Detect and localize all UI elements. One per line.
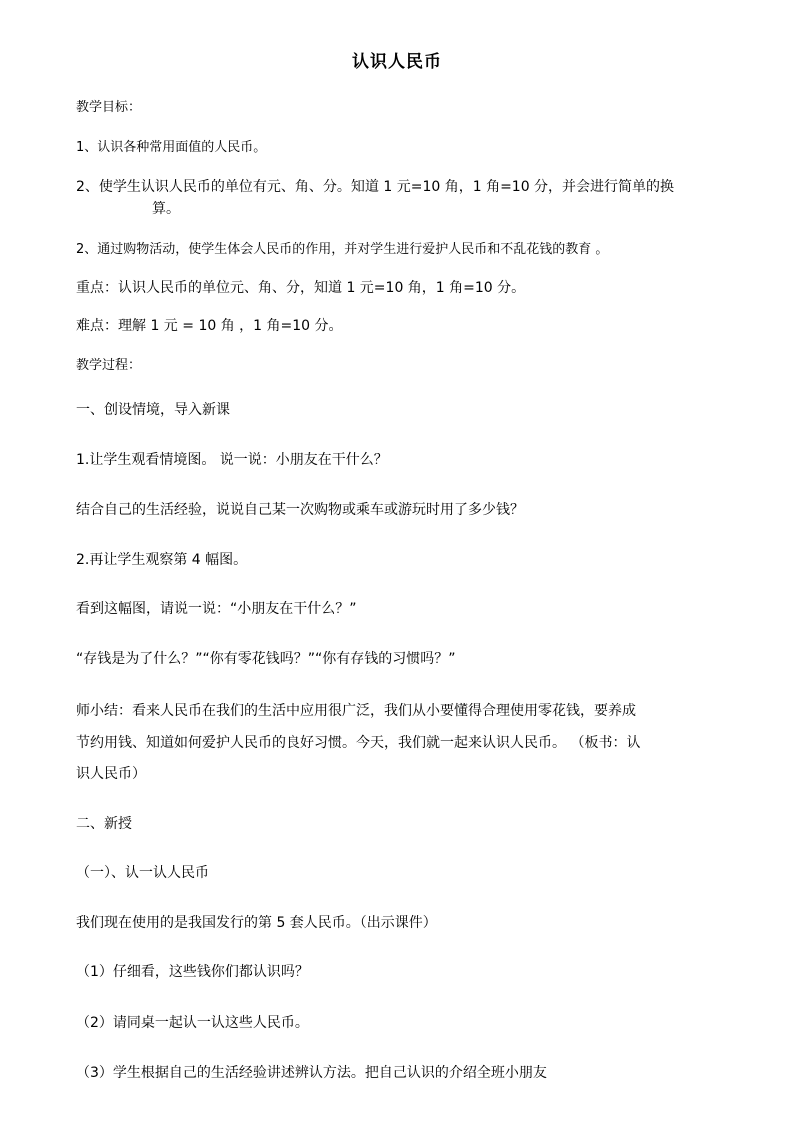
- objective-2: 2、使学生认识人民币的单位有元、角、分。知道 1 元=10 角，1 角=10 分，并会进行简单的换: [76, 179, 675, 195]
- question-2: （2）请同桌一起认一认这些人民币。: [76, 1015, 309, 1031]
- objectives-heading: 教学目标：: [76, 100, 142, 115]
- document-title: 认识人民币: [352, 52, 442, 72]
- process-heading: 教学过程：: [76, 358, 142, 373]
- subsection-1-line-1: 我们现在使用的是我国发行的第 5 套人民币。（出示课件）: [76, 915, 437, 931]
- section-1-heading: 一、创设情境，导入新课: [76, 402, 230, 418]
- section-1-line-1: 1.让学生观看情境图。 说一说：小朋友在干什么？: [76, 452, 388, 468]
- key-point: 重点：认识人民币的单位元、角、分，知道 1 元=10 角，1 角=10 分。: [76, 280, 526, 296]
- subsection-1-heading: （一）、认一认人民币: [76, 865, 209, 881]
- section-1-line-4: 看到这幅图，请说一说：“小朋友在干什么？”: [76, 601, 357, 617]
- section-1-line-5: “存钱是为了什么？”“你有零花钱吗？”“你有存钱的习惯吗？”: [76, 651, 456, 667]
- summary-line-2: 节约用钱、知道如何爱护人民币的良好习惯。今天，我们就一起来认识人民币。 （板书：认: [76, 735, 641, 751]
- summary-line-1: 师小结：看来人民币在我们的生活中应用很广泛，我们从小要懂得合理使用零花钱，要养成: [76, 703, 636, 719]
- objective-2-continued: 算。: [152, 201, 180, 217]
- section-1-line-2: 结合自己的生活经验，说说自己某一次购物或乘车或游玩时用了多少钱？: [76, 502, 524, 518]
- section-2-heading: 二、新授: [76, 816, 132, 832]
- difficulty: 难点：理解 1 元 = 10 角 ，1 角=10 分。: [76, 318, 343, 334]
- summary-line-3: 识人民币）: [76, 766, 146, 782]
- question-3: （3）学生根据自己的生活经验讲述辨认方法。把自己认识的介绍全班小朋友: [76, 1065, 547, 1081]
- question-1: （1）仔细看，这些钱你们都认识吗？: [76, 964, 309, 980]
- objective-3: 2、通过购物活动，使学生体会人民币的作用，并对学生进行爱护人民币和不乱花钱的教育 。: [76, 242, 609, 257]
- section-1-line-3: 2.再让学生观察第 4 幅图。: [76, 552, 248, 568]
- objective-1: 1、认识各种常用面值的人民币。: [76, 140, 267, 155]
